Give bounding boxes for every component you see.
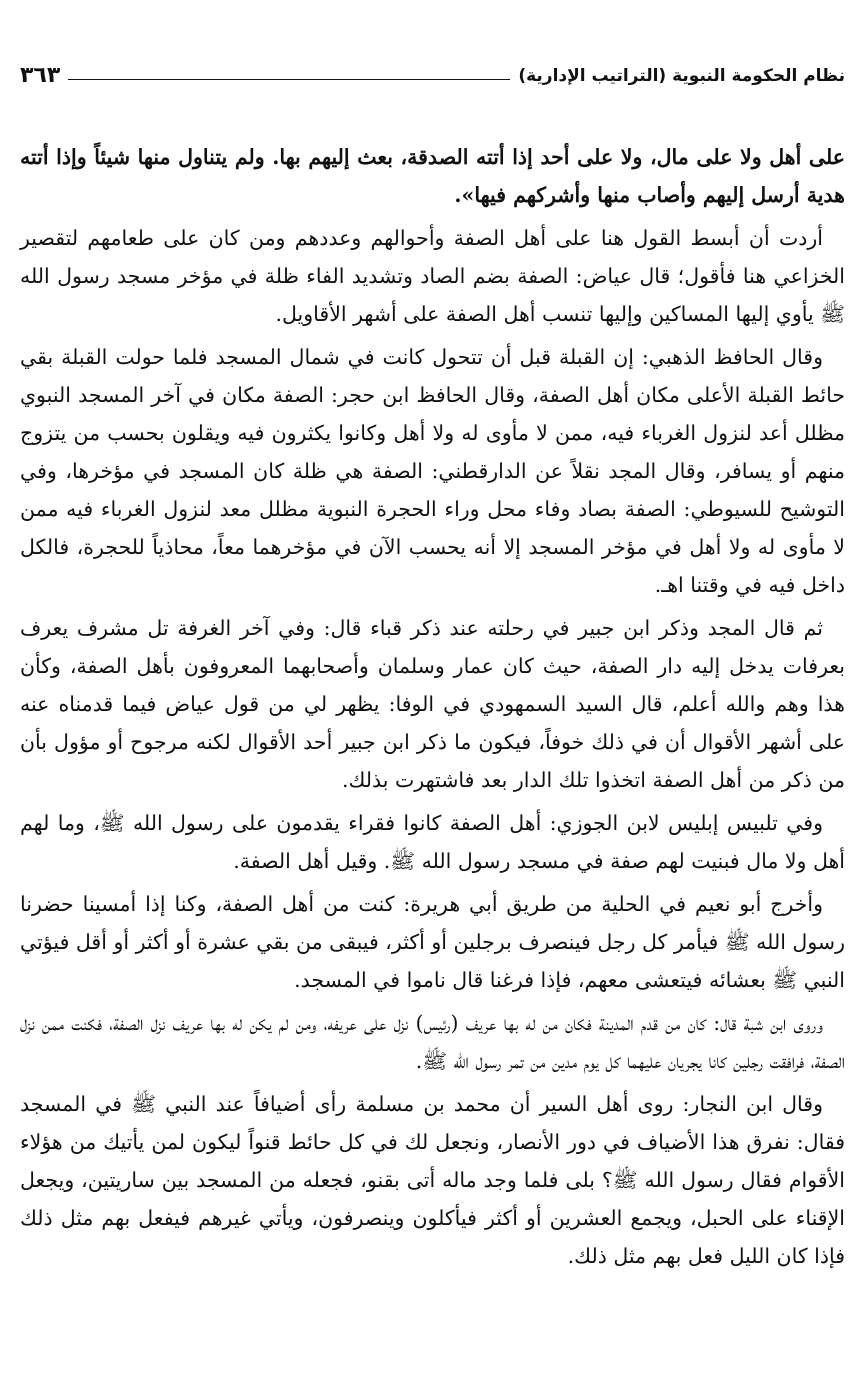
paragraph-ibn-al-jawzi: وفي تلبيس إبليس لابن الجوزي: أهل الصفة كانوا فقراء يقدمون على رسول الله ﷺ، وما لهم أهل ولا مال فبنيت لهم صفة في مسجد رسول الله ﷺ. وقيل أهل الصفة.: [20, 811, 845, 873]
page-number: ٣٦٣: [20, 63, 61, 88]
paragraph-abu-nuaym: وأخرج أبو نعيم في الحلية من طريق أبي هريرة: كنت من أهل الصفة، وكنا إذا أمسينا حضرنا رسول الله ﷺ فيأمر كل رجل فينصرف برجلين أو أكثر، فيبقى من بقي عشرة أو أكثر أو أقل فيؤتي النبي ﷺ بعشائه فيتعشى معهم، فإذا فرغنا قال ناموا في المسجد.: [20, 892, 845, 992]
header-rule: [68, 79, 510, 80]
paragraph-hadith-continuation: على أهل ولا على مال، ولا على أحد إذا أتته الصدقة، بعث إليهم بها. ولم يتناول منها شيئاً وإذا أتته هدية أرسل إليهم وأصاب منها وأشركهم فيها».: [20, 145, 845, 207]
paragraph-ibn-shabba: وروى ابن شبة قال: كان من قدم المدينة فكان من له بها عريف (رئيس) نزل على عريفه، ومن لم يكن له بها عريف نزل الصفة، فكنت ممن نزل الصفة، فرافقت رجلين كانا يجريان عليهما كل يوم مدين من تمر رسول الله ﷺ.: [20, 1011, 845, 1073]
paragraph-dhahabi: وقال الحافظ الذهبي: إن القبلة قبل أن تتحول كانت في شمال المسجد فلما حولت القبلة بقي حائط القبلة الأعلى مكان أهل الصفة، وقال الحافظ ابن حجر: الصفة مكان في آخر المسجد النبوي مظلل أعد لنزول الغرباء فيه، ممن لا مأوى له ولا أهل وكانوا يكثرون فيه ويقلون بحسب من يتزوج منهم أو يسافر، وقال المجد نقلاً عن الدارقطني: الصفة هي ظلة كان المسجد في مؤخرها، وفي التوشيح للسيوطي: الصفة بصاد وفاء محل وراء الحجرة النبوية مظلل معد لنزول الغرباء فيه ممن لا مأوى له ولا أهل في مؤخر المسجد إلا أنه يحسب الآن في مؤخرهما معاً، محاذياً للحجرة، فالكل داخل فيه في وقتنا اهـ.: [20, 345, 845, 597]
book-page: [20, 58, 845, 1280]
page-body: [20, 138, 845, 1275]
paragraph-ahl-al-suffa-intro: أردت أن أبسط القول هنا على أهل الصفة وأحوالهم وعددهم ومن كان على طعامهم لتقصير الخزاعي هنا فأقول؛ قال عياض: الصفة بضم الصاد وتشديد الفاء ظلة في مؤخر مسجد رسول الله ﷺ يأوي إليها المساكين وإليها تنسب أهل الصفة على أشهر الأقاويل.: [20, 226, 845, 326]
paragraph-ibn-jubayr: ثم قال المجد وذكر ابن جبير في رحلته عند ذكر قباء قال: وفي آخر الغرفة تل مشرف يعرف بعرفات يدخل إليه دار الصفة، حيث كان عمار وسلمان وأصحابهما المعروفون بأهل الصفة، وكأن هذا وهم والله أعلم، قال السيد السمهودي في الوفا: يظهر لي من قول عياض فيما قدمناه عنه على أشهر الأقوال أن في ذلك خوفاً، فيكون ما ذكر ابن جبير أحد الأقوال لكنه مرجوح أو مؤول بأن من ذكر من أهل الصفة اتخذوا تلك الدار بعد فاشتهرت بذلك.: [20, 616, 845, 792]
running-title: نظام الحكومة النبوية (التراتيب الإدارية): [518, 66, 845, 86]
page-header: [20, 58, 845, 88]
paragraph-ibn-al-najjar: وقال ابن النجار: روى أهل السير أن محمد بن مسلمة رأى أضيافاً عند النبي ﷺ في المسجد فقال: نفرق هذا الأضياف في دور الأنصار، ونجعل لك في كل حائط قنواً ليكون لمن يأتيك من هؤلاء الأقوام فقال رسول الله ﷺ؟ بلى فلما وجد ماله أتى بقنو، فجعله من المسجد بين ساريتين، ويجعل الإقناء على الحبل، ويجمع العشرين أو أكثر فيأكلون وينصرفون، ويأتي غيرهم فيفعل بهم مثل ذلك فإذا كان الليل فعل بهم مثل ذلك.: [20, 1092, 845, 1268]
